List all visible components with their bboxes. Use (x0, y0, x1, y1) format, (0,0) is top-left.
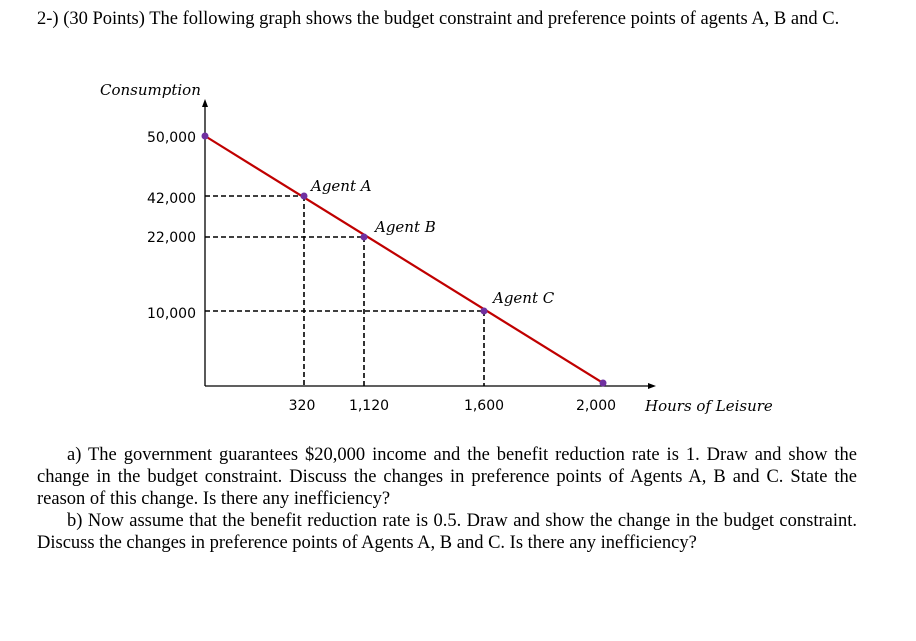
x-tick-label: 2,000 (575, 398, 617, 414)
point-agent-b (361, 234, 368, 241)
y-tick-label: 50,000 (147, 130, 196, 146)
y-tick-label: 42,000 (147, 191, 196, 207)
x-tick-label: 1,600 (463, 398, 505, 414)
y-axis-title: Consumption (100, 81, 201, 99)
agent-a-label: Agent A (311, 177, 372, 195)
point-agent-a (301, 193, 308, 200)
point-y-intercept (202, 133, 209, 140)
point-x-intercept (600, 380, 607, 387)
y-tick-label: 10,000 (147, 306, 196, 322)
x-axis-arrow (648, 383, 656, 389)
question-parts (37, 444, 857, 554)
part-b-text: b) Now assume that the benefit reduction rate is 0.5. Draw and show the change in the budget constraint. Discuss the changes in preference points of Agents A, B and C. Is there any inefficiency? (37, 511, 857, 553)
y-axis-arrow (202, 99, 208, 107)
y-tick-label: 22,000 (147, 230, 196, 246)
x-tick-label: 1,120 (348, 398, 390, 414)
point-agent-c (481, 308, 488, 315)
agent-c-label: Agent C (493, 289, 555, 307)
budget-constraint-line (205, 136, 603, 383)
agent-b-label: Agent B (375, 218, 436, 236)
part-a-text: a) The government guarantees $20,000 income and the benefit reduction rate is 1. Draw and show the change in the budget constraint. Discuss the changes in preference points of Agents A, B and C. State the reason of this change. Is there any inefficiency? (37, 445, 857, 509)
x-axis-title: Hours of Leisure (645, 397, 773, 415)
x-tick-label: 320 (288, 398, 316, 414)
question-header: 2-) (30 Points) The following graph shows the budget constraint and preference points of agents A, B and C. (37, 9, 840, 29)
